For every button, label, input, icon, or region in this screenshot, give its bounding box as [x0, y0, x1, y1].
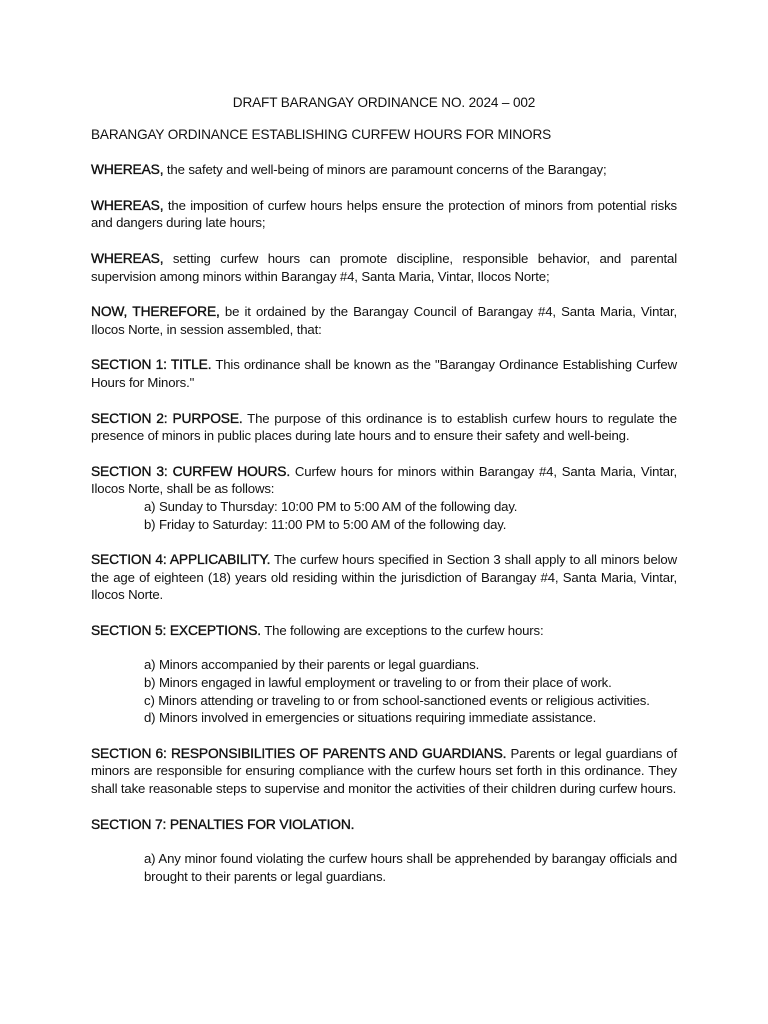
section-4-lead: SECTION 4: APPLICABILITY.	[91, 552, 271, 568]
spacer	[91, 833, 677, 850]
now-therefore-clause	[91, 303, 677, 338]
section-5-text: The following are exceptions to the curfew hours:	[260, 622, 544, 638]
section-6	[91, 745, 677, 798]
section-3	[91, 463, 677, 533]
section-6-lead: SECTION 6: RESPONSIBILITIES OF PARENTS AND GUARDIANS.	[91, 745, 507, 761]
list-item: a) Sunday to Thursday: 10:00 PM to 5:00 AM of the following day.	[144, 498, 518, 514]
list-item: b) Friday to Saturday: 11:00 PM to 5:00 AM of the following day.	[144, 516, 507, 532]
section-7	[91, 816, 677, 886]
section-5	[91, 622, 677, 727]
section-5-intro	[91, 622, 677, 640]
section-3-text: Curfew hours for minors within Barangay #4, Santa Maria, Vintar, Ilocos Norte, shall be as follows:	[91, 463, 678, 497]
spacer	[91, 639, 677, 656]
penalty-item: a) Any minor found violating the curfew hours shall be apprehended by barangay officials and brought to their parents or legal guardians.	[144, 851, 677, 884]
whereas-clause-2	[91, 197, 677, 232]
section-7-lead: SECTION 7: PENALTIES FOR VIOLATION.	[91, 816, 355, 832]
whereas-lead: WHEREAS,	[91, 250, 164, 266]
document-page	[91, 90, 677, 903]
section-4-text: The curfew hours specified in Section 3 shall apply to all minors below the age of eighteen (18) years old residing within the jurisdiction of Barangay #4, Santa Maria, Vintar, Ilocos Norte.	[91, 552, 677, 603]
section-3-lead: SECTION 3: CURFEW HOURS.	[91, 463, 291, 479]
list-item: d) Minors involved in emergencies or situations requiring immediate assistance.	[144, 710, 597, 726]
whereas-clause-3	[91, 250, 677, 285]
list-item: a) Minors accompanied by their parents or legal guardians.	[144, 657, 480, 673]
section-1	[91, 356, 677, 391]
whereas-lead: WHEREAS,	[91, 162, 164, 178]
whereas-text: setting curfew hours can promote discipline, responsible behavior, and parental supervision among minors within Barangay #4, Santa Maria, Vintar, Ilocos Norte;	[91, 250, 677, 284]
section-5-lead: SECTION 5: EXCEPTIONS.	[91, 622, 261, 638]
whereas-text: the imposition of curfew hours helps ensure the protection of minors from potential risks and dangers during late hours;	[91, 197, 677, 231]
list-item: c) Minors attending or traveling to or from school-sanctioned events or religious activities.	[144, 692, 650, 708]
whereas-clause-1	[91, 161, 677, 179]
section-4	[91, 551, 677, 604]
section-1-lead: SECTION 1: TITLE.	[91, 357, 212, 373]
document-title: DRAFT BARANGAY ORDINANCE NO. 2024 – 002	[232, 95, 536, 110]
now-therefore-text: be it ordained by the Barangay Council of Barangay #4, Santa Maria, Vintar, Ilocos Norte, in session assembled, that:	[91, 304, 677, 337]
section-2-text: The purpose of this ordinance is to establish curfew hours to regulate the presence of minors in public places during late hours and to ensure their safety and well-being.	[91, 410, 677, 444]
section-6-text: Parents or legal guardians of minors are responsible for ensuring compliance with the curfew hours set forth in this ordinance. They shall take reasonable steps to supervise and monitor the activities of their children during curfew hours.	[91, 745, 677, 797]
now-therefore-lead: NOW, THEREFORE,	[91, 304, 220, 320]
whereas-lead: WHEREAS,	[91, 197, 164, 213]
section-7-intro	[91, 816, 677, 834]
list-item: b) Minors engaged in lawful employment or traveling to or from their place of work.	[144, 675, 612, 691]
section-1-text: This ordinance shall be known as the "Barangay Ordinance Establishing Curfew Hours for Minors."	[91, 357, 677, 390]
whereas-text: the safety and well-being of minors are paramount concerns of the Barangay;	[163, 162, 607, 178]
curfew-hours-list	[91, 498, 677, 533]
ordinance-heading: BARANGAY ORDINANCE ESTABLISHING CURFEW HOURS FOR MINORS	[91, 126, 552, 142]
section-2	[91, 410, 677, 445]
exceptions-list	[91, 656, 677, 726]
section-3-intro	[91, 463, 677, 498]
section-2-lead: SECTION 2: PURPOSE.	[91, 410, 243, 426]
